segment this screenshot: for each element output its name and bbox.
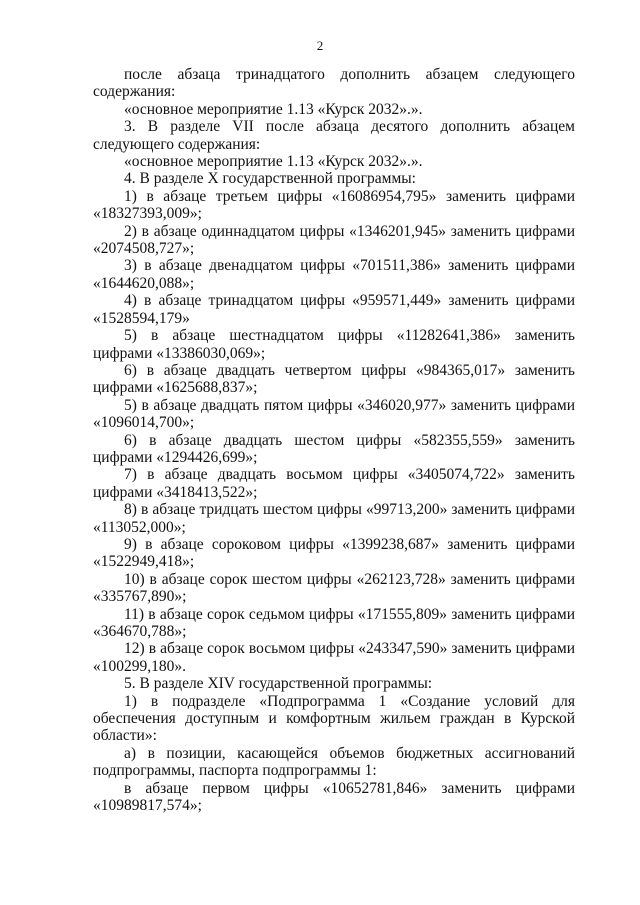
paragraph: 5) в абзаце двадцать пятом цифры «346020,977» заменить цифрами «1096014,700»; [93,396,575,432]
paragraph: 11) в абзаце сорок седьмом цифры «171555,809» заменить цифрами «364670,788»; [93,605,575,640]
paragraph: а) в позиции, касающейся объемов бюджетных ассигнований подпрограммы, паспорта подпрограммы 1: [93,744,575,780]
paragraph: 9) в абзаце сороковом цифры «1399238,687» заменить цифрами «1522949,418»; [93,535,575,571]
paragraph: 3) в абзаце двенадцатом цифры «701511,386» заменить цифрами «1644620,088»; [93,257,575,292]
paragraph: 10) в абзаце сорок шестом цифры «262123,728» заменить цифрами «335767,890»; [93,570,575,606]
paragraph: 2) в абзаце одиннадцатом цифры «1346201,945» заменить цифрами «2074508,727»; [93,222,575,258]
paragraph: 5. В разделе XIV государственной программы: [124,675,433,693]
paragraph: после абзаца тринадцатого дополнить абзацем следующего содержания: [93,66,575,101]
paragraph: 12) в абзаце сорок восьмом цифры «243347,590» заменить цифрами «100299,180». [93,640,575,675]
page-number: 2 [316,38,324,53]
paragraph: 1) в абзаце третьем цифры «16086954,795» заменить цифрами «18327393,009»; [93,187,575,223]
paragraph: в абзаце первом цифры «10652781,846» заменить цифрами «10989817,574»; [93,779,575,815]
paragraph: 4) в абзаце тринадцатом цифры «959571,449» заменить цифрами «1528594,179» [93,292,575,327]
document-body [93,66,575,814]
paragraph: 5) в абзаце шестнадцатом цифры «11282641,386» заменить цифрами «13386030,069»; [93,327,575,362]
paragraph: 4. В разделе X государственной программы: [124,170,416,188]
paragraph: 8) в абзаце тридцать шестом цифры «99713,200» заменить цифрами «113052,000»; [93,501,575,536]
paragraph: 7) в абзаце двадцать восьмом цифры «3405074,722» заменить цифрами «3418413,522»; [93,466,575,501]
paragraph: 1) в подразделе «Подпрограмма 1 «Создание условий для обеспечения доступным и комфортным жильем граждан в Курской области»: [93,692,575,745]
paragraph: 6) в абзаце двадцать шестом цифры «582355,559» заменить цифрами «1294426,699»; [93,431,575,466]
paragraph: «основное мероприятие 1.13 «Курск 2032».». [124,153,423,171]
paragraph: 6) в абзаце двадцать четвертом цифры «984365,017» заменить цифрами «1625688,837»; [93,361,575,397]
paragraph: 3. В разделе VII после абзаца десятого дополнить абзацем следующего содержания: [93,118,575,153]
paragraph: «основное мероприятие 1.13 «Курск 2032».». [124,100,423,118]
